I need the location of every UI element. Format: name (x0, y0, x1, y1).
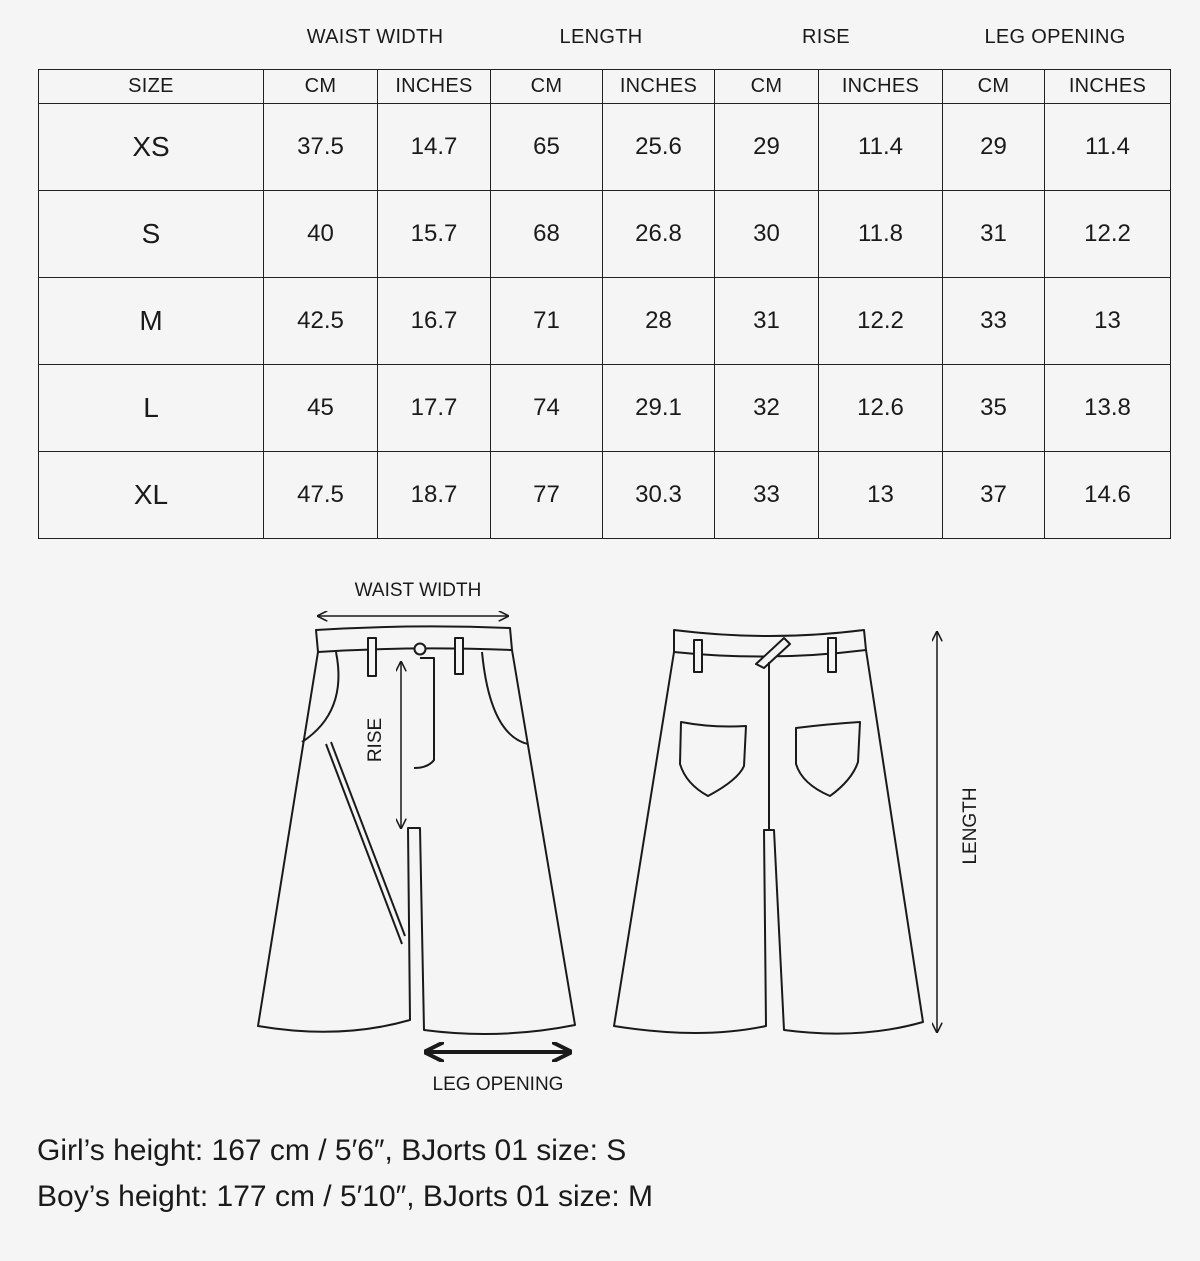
table-row (39, 191, 1171, 278)
rise-inches-value: 13 (819, 452, 943, 539)
waist-cm-value: 40 (264, 191, 378, 278)
header-rise-inches: INCHES (819, 70, 943, 104)
length-inches-value: 28 (603, 278, 715, 365)
table-row (39, 452, 1171, 539)
size-label: XS (39, 104, 264, 191)
table-row (39, 365, 1171, 452)
leg-inches-value: 11.4 (1045, 104, 1171, 191)
leg-inches-value: 13.8 (1045, 365, 1171, 452)
rise-cm-value: 30 (715, 191, 819, 278)
header-waist-cm: CM (264, 70, 378, 104)
table-row (39, 104, 1171, 191)
header-length-cm: CM (491, 70, 603, 104)
waist-inches-value: 15.7 (378, 191, 491, 278)
header-leg-inches: INCHES (1045, 70, 1171, 104)
length-inches-value: 29.1 (603, 365, 715, 452)
leg-inches-value: 13 (1045, 278, 1171, 365)
waist-cm-value: 42.5 (264, 278, 378, 365)
header-rise-cm: CM (715, 70, 819, 104)
diagram-label-length: LENGTH (960, 787, 981, 865)
waist-inches-value: 16.7 (378, 278, 491, 365)
length-cm-value: 71 (491, 278, 603, 365)
rise-inches-value: 12.6 (819, 365, 943, 452)
rise-cm-value: 29 (715, 104, 819, 191)
leg-inches-value: 12.2 (1045, 191, 1171, 278)
rise-inches-value: 11.8 (819, 191, 943, 278)
waist-inches-value: 14.7 (378, 104, 491, 191)
table-header-row (39, 70, 1171, 104)
header-leg-cm: CM (943, 70, 1045, 104)
length-inches-value: 25.6 (603, 104, 715, 191)
waist-inches-value: 17.7 (378, 365, 491, 452)
group-header-length: LENGTH (559, 26, 643, 48)
length-cm-value: 65 (491, 104, 603, 191)
group-header-waist-width: WAIST WIDTH (306, 26, 444, 48)
leg-cm-value: 33 (943, 278, 1045, 365)
leg-cm-value: 35 (943, 365, 1045, 452)
rise-inches-value: 12.2 (819, 278, 943, 365)
header-length-inches: INCHES (603, 70, 715, 104)
diagram-label-leg-opening: LEG OPENING (432, 1074, 564, 1095)
length-cm-value: 68 (491, 191, 603, 278)
waist-cm-value: 47.5 (264, 452, 378, 539)
diagram-label-waist-width: WAIST WIDTH (354, 580, 482, 601)
rise-cm-value: 33 (715, 452, 819, 539)
group-header-rise: RISE (802, 26, 850, 48)
shorts-measurement-diagram (0, 560, 1200, 1100)
length-inches-value: 30.3 (603, 452, 715, 539)
shorts-front-view (258, 626, 575, 1034)
leg-inches-value: 14.6 (1045, 452, 1171, 539)
header-waist-inches: INCHES (378, 70, 491, 104)
size-label: S (39, 191, 264, 278)
size-label: XL (39, 452, 264, 539)
rise-cm-value: 31 (715, 278, 819, 365)
leg-cm-value: 37 (943, 452, 1045, 539)
rise-inches-value: 11.4 (819, 104, 943, 191)
model-fit-notes (37, 1128, 653, 1220)
size-chart-table (38, 69, 1171, 539)
measurement-group-headers (0, 26, 1200, 50)
group-header-leg-opening: LEG OPENING (984, 26, 1126, 48)
shorts-back-view (614, 630, 923, 1034)
leg-cm-value: 29 (943, 104, 1045, 191)
length-inches-value: 26.8 (603, 191, 715, 278)
waist-inches-value: 18.7 (378, 452, 491, 539)
boy-fit-note: Boy’s height: 177 cm / 5′10″, BJorts 01 size: M (37, 1180, 653, 1213)
length-cm-value: 77 (491, 452, 603, 539)
length-cm-value: 74 (491, 365, 603, 452)
girl-fit-note: Girl’s height: 167 cm / 5′6″, BJorts 01 size: S (37, 1134, 627, 1167)
size-label: M (39, 278, 264, 365)
waist-cm-value: 37.5 (264, 104, 378, 191)
header-size: SIZE (39, 70, 264, 104)
leg-cm-value: 31 (943, 191, 1045, 278)
table-row (39, 278, 1171, 365)
diagram-label-rise: RISE (365, 717, 386, 763)
rise-cm-value: 32 (715, 365, 819, 452)
waist-cm-value: 45 (264, 365, 378, 452)
size-label: L (39, 365, 264, 452)
